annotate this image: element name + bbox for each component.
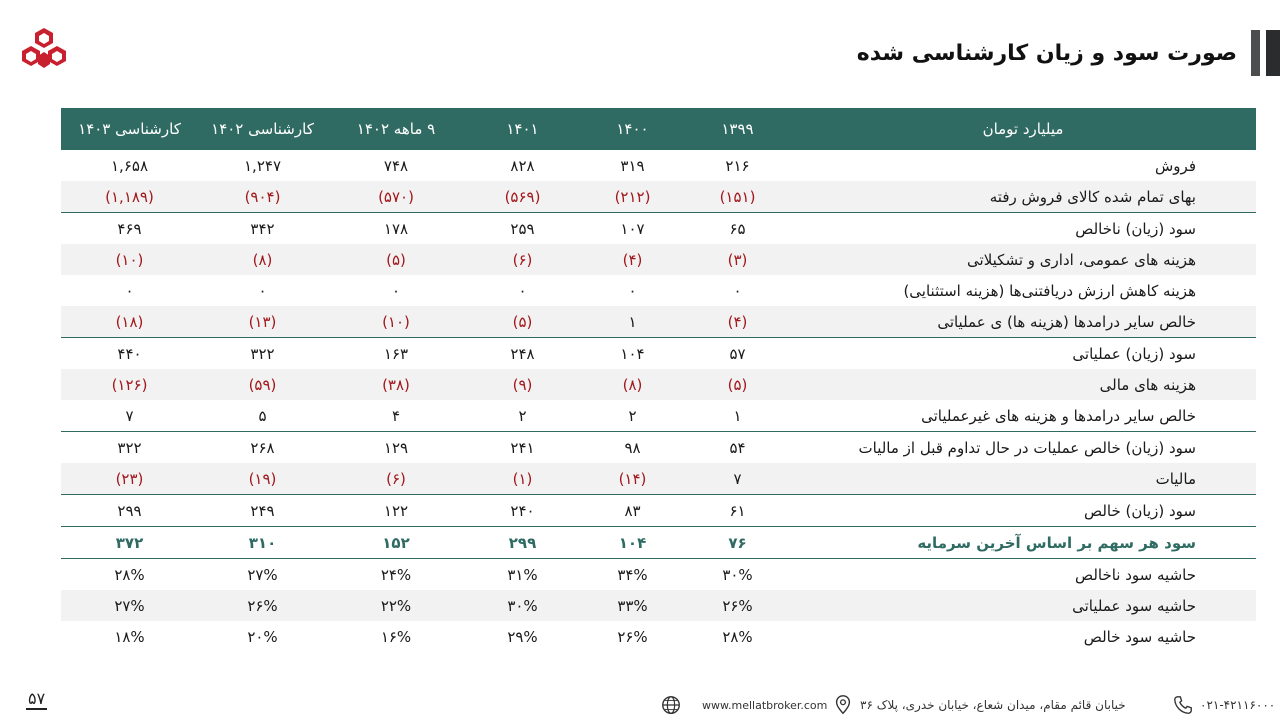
table-row [61, 244, 1256, 275]
col-header-1403: کارشناسی ۱۴۰۳ [61, 108, 198, 150]
table-cell-value: (۱۳) [198, 306, 327, 338]
table-cell-value: ۷۶ [685, 527, 790, 559]
table-cell-value: ۱۶% [380, 627, 412, 646]
table-cell-value: (۱۰) [61, 244, 198, 275]
table-row [61, 213, 1256, 245]
table-row-label: خالص سایر درامدها (هزینه ها) ی عملیاتی [790, 306, 1256, 338]
income-statement-table [61, 108, 1256, 652]
table-cell-value: ۰ [125, 281, 134, 300]
table-cell-value: ۲۷% [247, 565, 278, 584]
table-cell-value: ۲۰% [247, 627, 278, 646]
footer-address [832, 692, 1126, 718]
globe-icon [660, 694, 682, 716]
table-cell-value: ۱۸% [114, 627, 145, 646]
table-cell-value: (۴) [685, 306, 790, 338]
table-cell-value: ۱,۲۴۷ [244, 156, 281, 175]
table-cell-value: (۹۰۴) [198, 181, 327, 213]
table-cell-value: ۷ [125, 406, 134, 425]
table-row [61, 150, 1256, 181]
table-cell-value: (۱) [465, 463, 580, 495]
table-cell-value: ۲۶% [198, 590, 327, 621]
table-cell-value: ۱,۶۵۸ [111, 156, 148, 175]
table-cell-value: (۲۳) [61, 463, 198, 495]
table-cell-value: ۲۹۹ [61, 495, 198, 527]
table-cell-value: ۲۴۸ [465, 338, 580, 370]
table-cell-value: ۶۵ [685, 213, 790, 245]
table-row [61, 559, 1256, 591]
table-cell-value: ۲۹۹ [465, 527, 580, 559]
table-cell-value: ۲۵۹ [465, 213, 580, 245]
table-cell-value: ۱۲۲ [327, 495, 465, 527]
table-cell-value: ۲۶% [685, 590, 790, 621]
location-pin-icon [832, 694, 854, 716]
table-cell-value: ۰ [733, 281, 742, 300]
table-cell-value: ۲۴۰ [465, 495, 580, 527]
table-cell-value: ۸۲۸ [510, 156, 535, 175]
col-header-1401: ۱۴۰۱ [465, 108, 580, 150]
table-cell-value: ۳۴۲ [198, 213, 327, 245]
table-cell-value: ۳۳% [580, 590, 685, 621]
col-header-9m-1402: ۹ ماهه ۱۴۰۲ [327, 108, 465, 150]
table-row [61, 338, 1256, 370]
table-cell-value: ۹۸ [580, 432, 685, 464]
table-cell-value: ۳۰% [465, 590, 580, 621]
table-row-label: هزینه کاهش ارزش دریافتنی‌ها (هزینه استثنایی) [903, 281, 1196, 300]
table-row-label: سود (زیان) ناخالص [790, 213, 1256, 245]
table-cell-value: ۳۴% [617, 565, 648, 584]
table-cell-value: ۲۴% [380, 565, 412, 584]
table-cell-value: ۷ [685, 463, 790, 495]
table-cell-value: ۲۴۱ [465, 432, 580, 464]
table-row-label: هزینه های عمومی، اداری و تشکیلاتی [790, 244, 1256, 275]
table-row [61, 369, 1256, 400]
table-row [61, 527, 1256, 559]
table-cell-value: ۴ [391, 406, 401, 425]
table-row-label: خالص سایر درامدها و هزینه های غیرعملیاتی [921, 406, 1196, 425]
col-header-1402-est: کارشناسی ۱۴۰۲ [198, 108, 327, 150]
website-link[interactable]: www.mellatbroker.com [702, 698, 828, 712]
table-cell-value: ۳۱۹ [620, 156, 645, 175]
table-cell-value: ۷۴۸ [383, 156, 409, 175]
table-cell-value: ۳۱% [507, 565, 538, 584]
table-cell-value: ۱۰۴ [580, 527, 685, 559]
table-cell-value: (۳) [685, 244, 790, 275]
table-row [61, 181, 1256, 213]
table-cell-value: ۲۸% [114, 565, 145, 584]
table-cell-value: ۲۹% [507, 627, 538, 646]
table-row [61, 463, 1256, 495]
table-cell-value: ۶۱ [685, 495, 790, 527]
table-row-label: مالیات [790, 463, 1256, 495]
table-header-row [61, 108, 1256, 150]
col-header-unit: میلیارد تومان [790, 108, 1256, 150]
table-cell-value: ۱۰۷ [580, 213, 685, 245]
table-row [61, 275, 1256, 306]
table-cell-value: ۱۷۸ [327, 213, 465, 245]
col-header-1400: ۱۴۰۰ [580, 108, 685, 150]
table-cell-value: ۰ [391, 281, 401, 300]
table-cell-value: (۲۱۲) [580, 181, 685, 213]
table-cell-value: (۵۹) [198, 369, 327, 400]
table-cell-value: (۵) [465, 306, 580, 338]
table-cell-value: (۱۰) [327, 306, 465, 338]
table-cell-value: (۸) [198, 244, 327, 275]
table-row [61, 495, 1256, 527]
table-row-label: حاشیه سود خالص [1083, 627, 1196, 646]
table-row-label: سود (زیان) خالص عملیات در حال تداوم قبل از مالیات [790, 432, 1256, 464]
table-cell-value: ۴۶۹ [61, 213, 198, 245]
table-cell-value: (۹) [465, 369, 580, 400]
table-cell-value: (۸) [580, 369, 685, 400]
table-cell-value: ۰ [518, 281, 527, 300]
phone-icon [1172, 694, 1194, 716]
table-cell-value: ۵۴ [685, 432, 790, 464]
table-cell-value: (۳۸) [327, 369, 465, 400]
table-cell-value: ۸۳ [580, 495, 685, 527]
footer-website [660, 692, 827, 718]
table-cell-value: ۲۶% [617, 627, 648, 646]
table-row [61, 590, 1256, 621]
table-row-label: بهای تمام شده کالای فروش رفته [790, 181, 1256, 213]
table-row-label: سود (زیان) خالص [790, 495, 1256, 527]
table-row-label: سود هر سهم بر اساس آخرین سرمایه [790, 527, 1256, 559]
table-cell-value: (۱۲۶) [61, 369, 198, 400]
title-block [857, 30, 1280, 76]
table-cell-value: ۱ [733, 406, 742, 425]
table-cell-value: (۶) [465, 244, 580, 275]
table-cell-value: ۱۰۴ [580, 338, 685, 370]
table-row-label: فروش [1154, 156, 1196, 175]
address-text: خیابان قائم مقام، میدان شعاع، خیابان خدری، پلاک ۳۶ [860, 698, 1126, 712]
table-cell-value: (۱۴) [580, 463, 685, 495]
table-row [61, 621, 1256, 652]
title-accent-bar-dark [1266, 30, 1280, 76]
table-cell-value: ۲۸% [722, 627, 753, 646]
table-cell-value: ۰ [628, 281, 637, 300]
table-cell-value: ۲۷% [61, 590, 198, 621]
table-row-label: سود (زیان) عملیاتی [790, 338, 1256, 370]
table-cell-value: ۵ [258, 406, 267, 425]
table-row-label: حاشیه سود عملیاتی [790, 590, 1256, 621]
table-cell-value: (۱۵۱) [685, 181, 790, 213]
table-cell-value: ۱۲۹ [327, 432, 465, 464]
table-row-label: هزینه های مالی [790, 369, 1256, 400]
table-cell-value: (۴) [580, 244, 685, 275]
table-cell-value: ۲۴۹ [198, 495, 327, 527]
table-cell-value: (۵) [327, 244, 465, 275]
table-cell-value: ۳۰% [722, 565, 753, 584]
table-cell-value: ۲۱۶ [725, 156, 750, 175]
page-title: صورت سود و زیان کارشناسی شده [856, 40, 1237, 66]
table-cell-value: ۲۶۸ [198, 432, 327, 464]
table-cell-value: ۳۱۰ [198, 527, 327, 559]
table-row [61, 400, 1256, 432]
col-header-1399: ۱۳۹۹ [685, 108, 790, 150]
table-cell-value: ۱۵۲ [327, 527, 465, 559]
table-cell-value: ۳۲۲ [61, 432, 198, 464]
table-cell-value: (۵۶۹) [465, 181, 580, 213]
table-cell-value: ۳۷۲ [61, 527, 198, 559]
table-row-label: حاشیه سود ناخالص [1074, 565, 1196, 584]
table-cell-value: ۳۲۲ [198, 338, 327, 370]
footer-phone [1172, 692, 1275, 718]
table-cell-value: (۶) [327, 463, 465, 495]
table-cell-value: ۲۲% [327, 590, 465, 621]
table-cell-value: (۱,۱۸۹) [61, 181, 198, 213]
table-cell-value: ۰ [258, 281, 267, 300]
table-cell-value: (۱۸) [61, 306, 198, 338]
table-cell-value: ۲ [628, 406, 637, 425]
page-number: ۵۷ [28, 689, 46, 708]
table-cell-value: ۱۶۳ [327, 338, 465, 370]
phone-number: ۰۲۱-۴۲۱۱۶۰۰۰ [1200, 698, 1276, 712]
table-cell-value: ۱ [580, 306, 685, 338]
table-row [61, 432, 1256, 464]
table-cell-value: (۵) [685, 369, 790, 400]
table-cell-value: (۱۹) [198, 463, 327, 495]
table-row [61, 306, 1256, 338]
mellat-broker-logo [20, 26, 68, 74]
table-cell-value: ۲ [518, 406, 527, 425]
title-accent-bar [1251, 30, 1260, 76]
table-cell-value: ۴۴۰ [61, 338, 198, 370]
table-cell-value: ۵۷ [685, 338, 790, 370]
table-cell-value: (۵۷۰) [327, 181, 465, 213]
